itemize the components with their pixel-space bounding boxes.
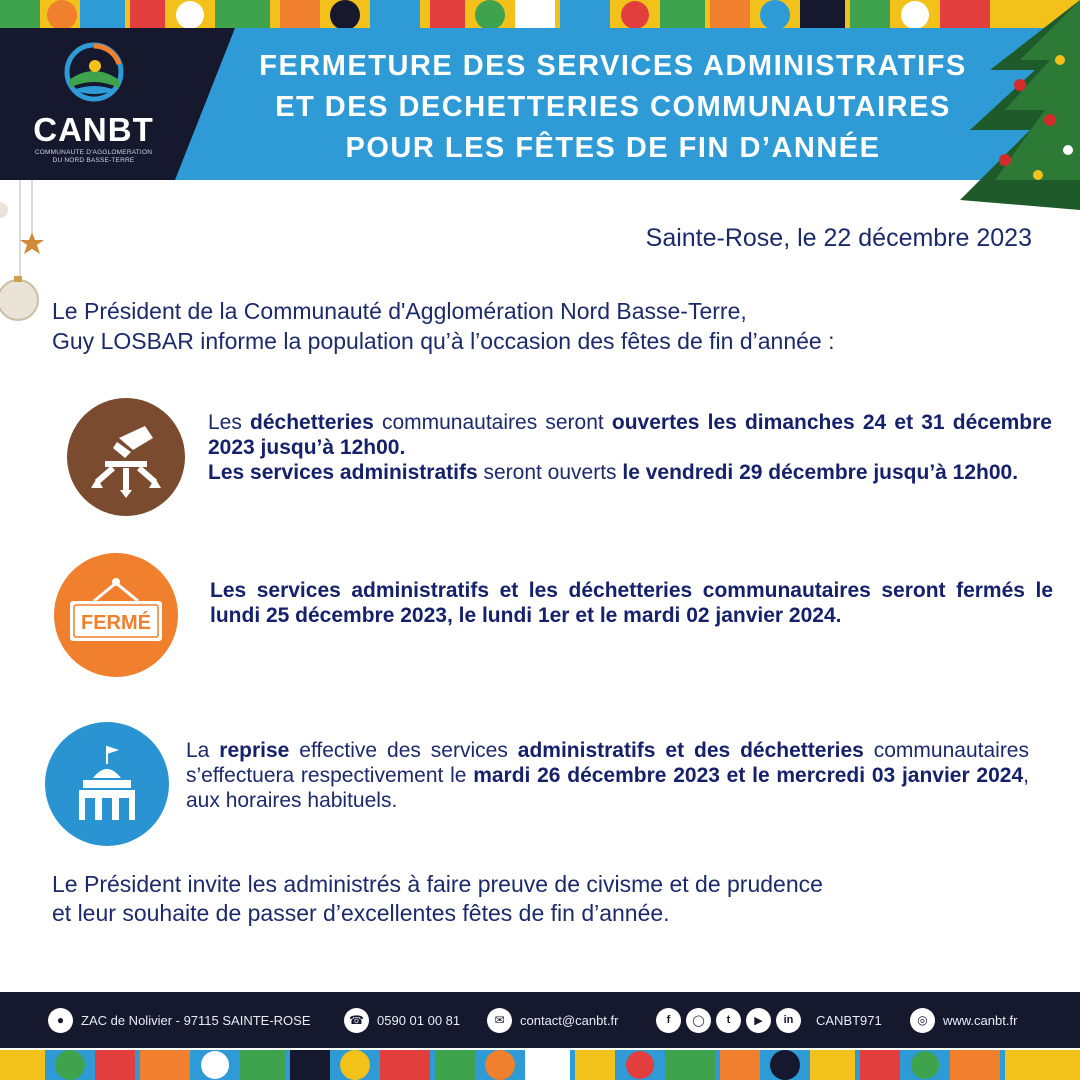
footer-social [656, 992, 882, 1048]
emphasis-text: Les services administratifs et les déchetteries communautaires seront fermés le lundi 25 décembre 2023, le lundi 1er et le mardi 02 janvier 2024 [210, 579, 1053, 627]
footer-website-text: www.canbt.fr [943, 1012, 1018, 1028]
instagram-icon[interactable]: ◯ [686, 1008, 711, 1033]
emphasis-text: mardi 26 décembre 2023 et le mercredi 03 janvier 2024 [473, 764, 1024, 787]
town-hall-icon [45, 722, 169, 846]
title-line-2: ET DES DECHETTERIES COMMUNAUTAIRES [275, 91, 951, 123]
location-pin-icon: ● [48, 1008, 73, 1033]
emphasis-text: le vendredi 29 décembre jusqu’à 12h00. [622, 461, 1019, 484]
letter-date: Sainte-Rose, le 22 décembre 2023 [645, 224, 1032, 252]
hanging-ornaments-decoration-icon [0, 180, 60, 340]
footer-email[interactable] [487, 992, 618, 1048]
title-line-3: POUR LES FÊTES DE FIN D’ANNÉE [345, 132, 881, 164]
logo-subtitle-line2: DU NORD BASSE-TERRE [52, 157, 135, 164]
waste-disposal-icon [67, 398, 185, 516]
item-paragraph-2 [210, 578, 1053, 628]
footer-website[interactable] [910, 992, 1017, 1048]
phone-icon: ☎ [344, 1008, 369, 1033]
closed-sign-icon [54, 553, 178, 677]
item-paragraph-1 [208, 410, 1052, 485]
waste-disposal-circle [67, 398, 185, 516]
emphasis-text: Les services administratifs [208, 461, 478, 484]
emphasis-text: ouvertes les dimanches 24 et 31 décembre 2023 jusqu’à 12h00. [208, 411, 1052, 459]
footer-phone[interactable] [344, 992, 460, 1048]
paragraph-text: communautaires seront [373, 411, 612, 434]
paragraph-text: seront ouverts [477, 461, 623, 484]
twitter-icon[interactable]: t [716, 1008, 741, 1033]
envelope-icon: ✉ [487, 1008, 512, 1033]
bottom-decorative-pattern [0, 1050, 1080, 1080]
footer-address [48, 992, 311, 1048]
closing-line-1: Le Président invite les administrés à faire preuve de civisme et de prudence [52, 871, 823, 897]
footer-contact-bar [0, 992, 1080, 1048]
paragraph-text: Les [208, 411, 251, 434]
intro-line-1: Le Président de la Communauté d'Agglomération Nord Basse-Terre, [52, 298, 747, 324]
closing-line-2: et leur souhaite de passer d’excellentes fêtes de fin d’année. [52, 900, 670, 926]
footer-social-handle[interactable]: CANBT971 [816, 1012, 882, 1028]
closed-sign-circle [54, 553, 178, 677]
emphasis-text: reprise [219, 739, 290, 762]
paragraph-text: effective des services [289, 739, 518, 762]
intro-line-2: Guy LOSBAR informe la population qu’à l’occasion des fêtes de fin d’année : [52, 328, 835, 354]
item-paragraph-3 [186, 738, 1029, 813]
top-decorative-pattern [0, 0, 1080, 30]
facebook-icon[interactable]: f [656, 1008, 681, 1033]
logo-brand-text: CANBT [33, 111, 154, 148]
logo-subtitle-line1: COMMUNAUTE D'AGGLOMERATION [34, 149, 153, 156]
christmas-tree-decoration-icon [950, 0, 1080, 220]
canbt-logo-mark-icon [59, 40, 129, 104]
town-hall-circle [45, 722, 169, 846]
paragraph-text: La [186, 739, 220, 762]
footer-email-text: contact@canbt.fr [520, 1012, 619, 1028]
emphasis-text: administratifs et des déchetteries [517, 739, 864, 762]
canbt-logo [26, 40, 161, 165]
title-line-1: FERMETURE DES SERVICES ADMINISTRATIFS [259, 50, 967, 82]
social-icons [656, 1008, 806, 1033]
paragraph-text: , aux horaires habituels. [186, 764, 1029, 812]
paragraph-text: communautaires s’effectuera respectivement le [186, 739, 1029, 787]
page-title [218, 46, 1008, 169]
youtube-icon[interactable]: ▶ [746, 1008, 771, 1033]
closing-text [52, 870, 1062, 928]
closed-sign-label: FERMÉ [81, 612, 151, 634]
emphasis-text: déchetteries [250, 411, 374, 434]
paragraph-text: . [835, 604, 842, 627]
intro-text [52, 296, 1052, 356]
footer-phone-text: 0590 01 00 81 [377, 1012, 461, 1028]
linkedin-icon[interactable]: in [776, 1008, 801, 1033]
footer-address-text: ZAC de Nolivier - 97115 SAINTE-ROSE [81, 1012, 311, 1028]
globe-icon: ◎ [910, 1008, 935, 1033]
